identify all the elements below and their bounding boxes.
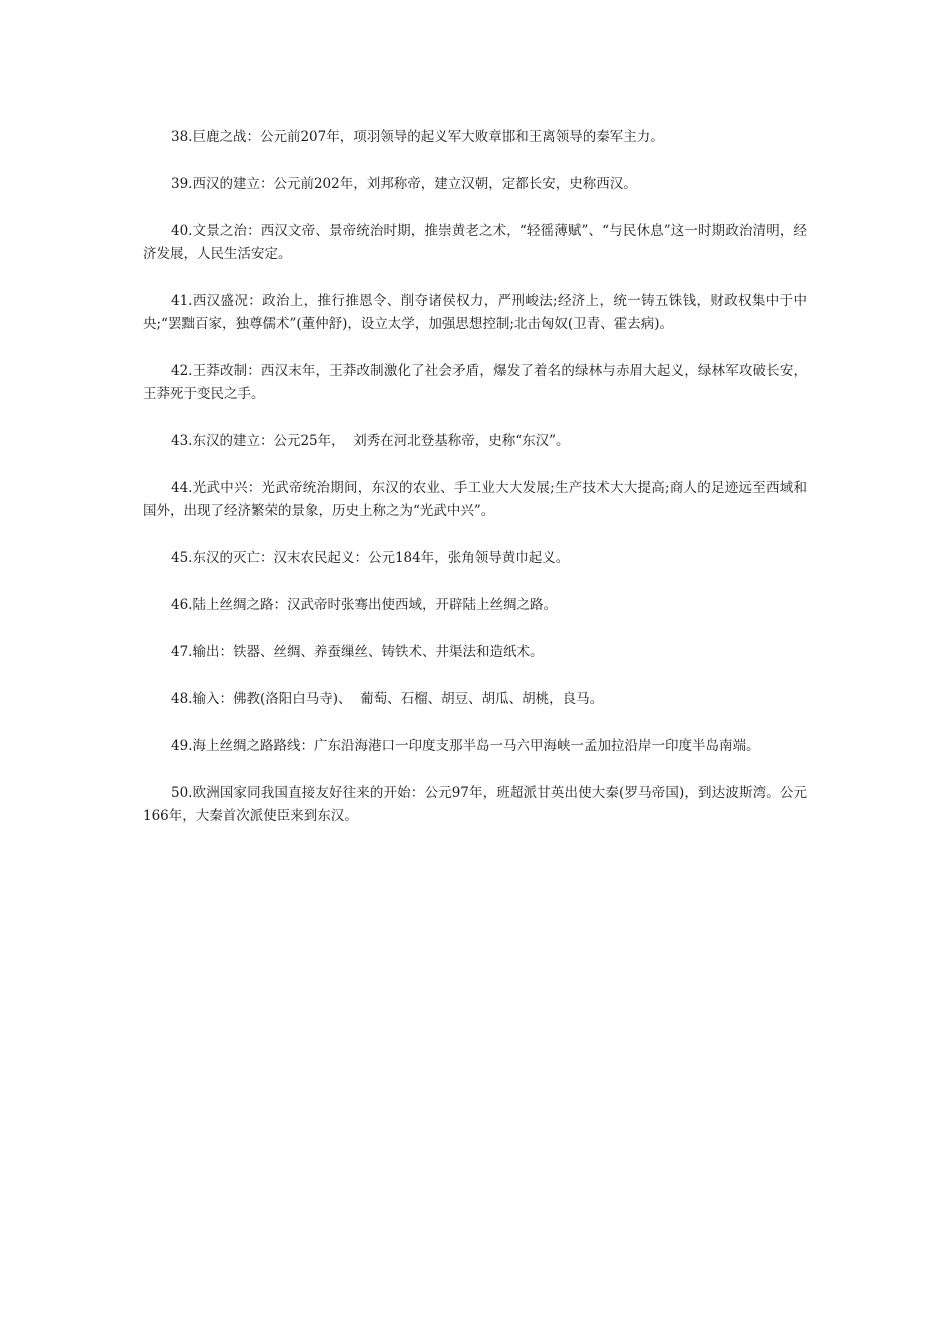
paragraph-38: 38.巨鹿之战：公元前207年，项羽领导的起义军大败章邯和王离领导的秦军主力。 — [171, 129, 664, 145]
paragraph-43: 43.东汉的建立：公元25年， 刘秀在河北登基称帝，史称“东汉”。 — [171, 433, 570, 449]
paragraph-48: 48.输入：佛教(洛阳白马寺)、 葡萄、石榴、胡豆、胡瓜、胡桃，良马。 — [171, 691, 604, 707]
paragraph-46: 46.陆上丝绸之路：汉武帝时张骞出使西域，开辟陆上丝绸之路。 — [171, 597, 557, 613]
paragraph-41: 41.西汉盛况：政治上，推行推恩令、削夺诸侯权力，严刑峻法;经济上，统一铸五铢钱，财政权集中于中央;“罢黜百家，独尊儒术”(董仲舒)，设立太学，加强思想控制;北击匈奴(卫青、霍去病)。 — [143, 293, 807, 332]
paragraph-45: 45.东汉的灭亡：汉末农民起义：公元184年，张角领导黄巾起义。 — [171, 550, 570, 566]
paragraph-47: 47.输出：铁器、丝绸、养蚕缫丝、铸铁术、井渠法和造纸术。 — [171, 644, 544, 660]
paragraph-50: 50.欧洲国家同我国直接友好往来的开始：公元97年，班超派甘英出使大秦(罗马帝国)，到达波斯湾。公元166年，大秦首次派使臣来到东汉。 — [143, 785, 807, 824]
paragraph-44: 44.光武中兴：光武帝统治期间，东汉的农业、手工业大大发展;生产技术大大提高;商人的足迹远至西域和国外，出现了经济繁荣的景象，历史上称之为“光武中兴”。 — [143, 480, 807, 519]
paragraph-39: 39.西汉的建立：公元前202年，刘邦称帝，建立汉朝，定都长安，史称西汉。 — [171, 176, 637, 192]
paragraph-40: 40.文景之治：西汉文帝、景帝统治时期，推崇黄老之术，“轻徭薄赋”、“与民休息”这一时期政治清明，经济发展，人民生活安定。 — [143, 223, 807, 262]
paragraph-42: 42.王莽改制：西汉末年，王莽改制激化了社会矛盾，爆发了着名的绿林与赤眉大起义，绿林军攻破长安，王莽死于变民之手。 — [143, 363, 807, 402]
paragraph-49: 49.海上丝绸之路路线：广东沿海港口一印度支那半岛一马六甲海峡一孟加拉沿岸一印度半岛南端。 — [171, 738, 760, 754]
document-body — [143, 126, 807, 852]
